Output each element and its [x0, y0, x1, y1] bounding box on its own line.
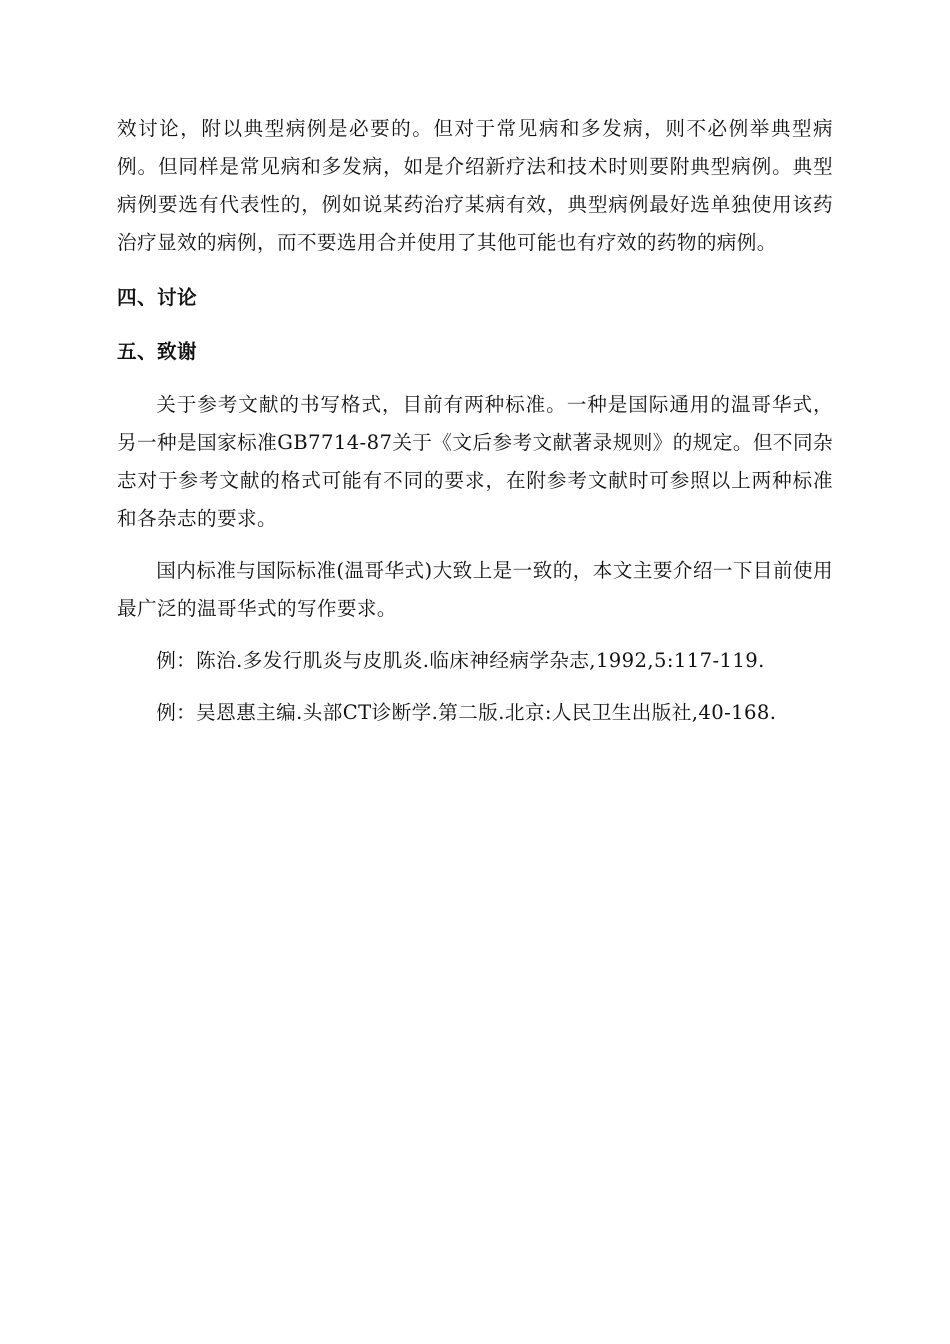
heading-acknowledgement: 五、致谢 [117, 340, 197, 363]
paragraph-reference-formats: 关于参考文献的书写格式，目前有两种标准。一种是国际通用的温哥华式，另一种是国家标准GB7714-87关于《文后参考文献著录规则》的规定。但不同杂志对于参考文献的格式可能有不同的要求，在附参考文献时可参照以上两种标准和各杂志的要求。 [117, 393, 833, 530]
reference-example-journal: 例：陈治.多发行肌炎与皮肌炎.临床神经病学杂志,1992,5:117-119. [156, 649, 765, 672]
document-page [117, 110, 833, 732]
paragraph-case-examples: 效讨论，附以典型病例是必要的。但对于常见病和多发病，则不必例举典型病例。但同样是常见病和多发病，如是介绍新疗法和技术时则要附典型病例。典型病例要选有代表性的，例如说某药治疗某病有效，典型病例最好选单独使用该药治疗显效的病例，而不要选用合并使用了其他可能也有疗效的药物的病例。 [117, 117, 833, 254]
paragraph-vancouver-style: 国内标准与国际标准(温哥华式)大致上是一致的，本文主要介绍一下目前使用最广泛的温哥华式的写作要求。 [117, 559, 833, 620]
reference-example-book: 例：吴恩惠主编.头部CT诊断学.第二版.北京:人民卫生出版社,40-168. [156, 701, 777, 724]
heading-discussion: 四、讨论 [117, 286, 197, 309]
